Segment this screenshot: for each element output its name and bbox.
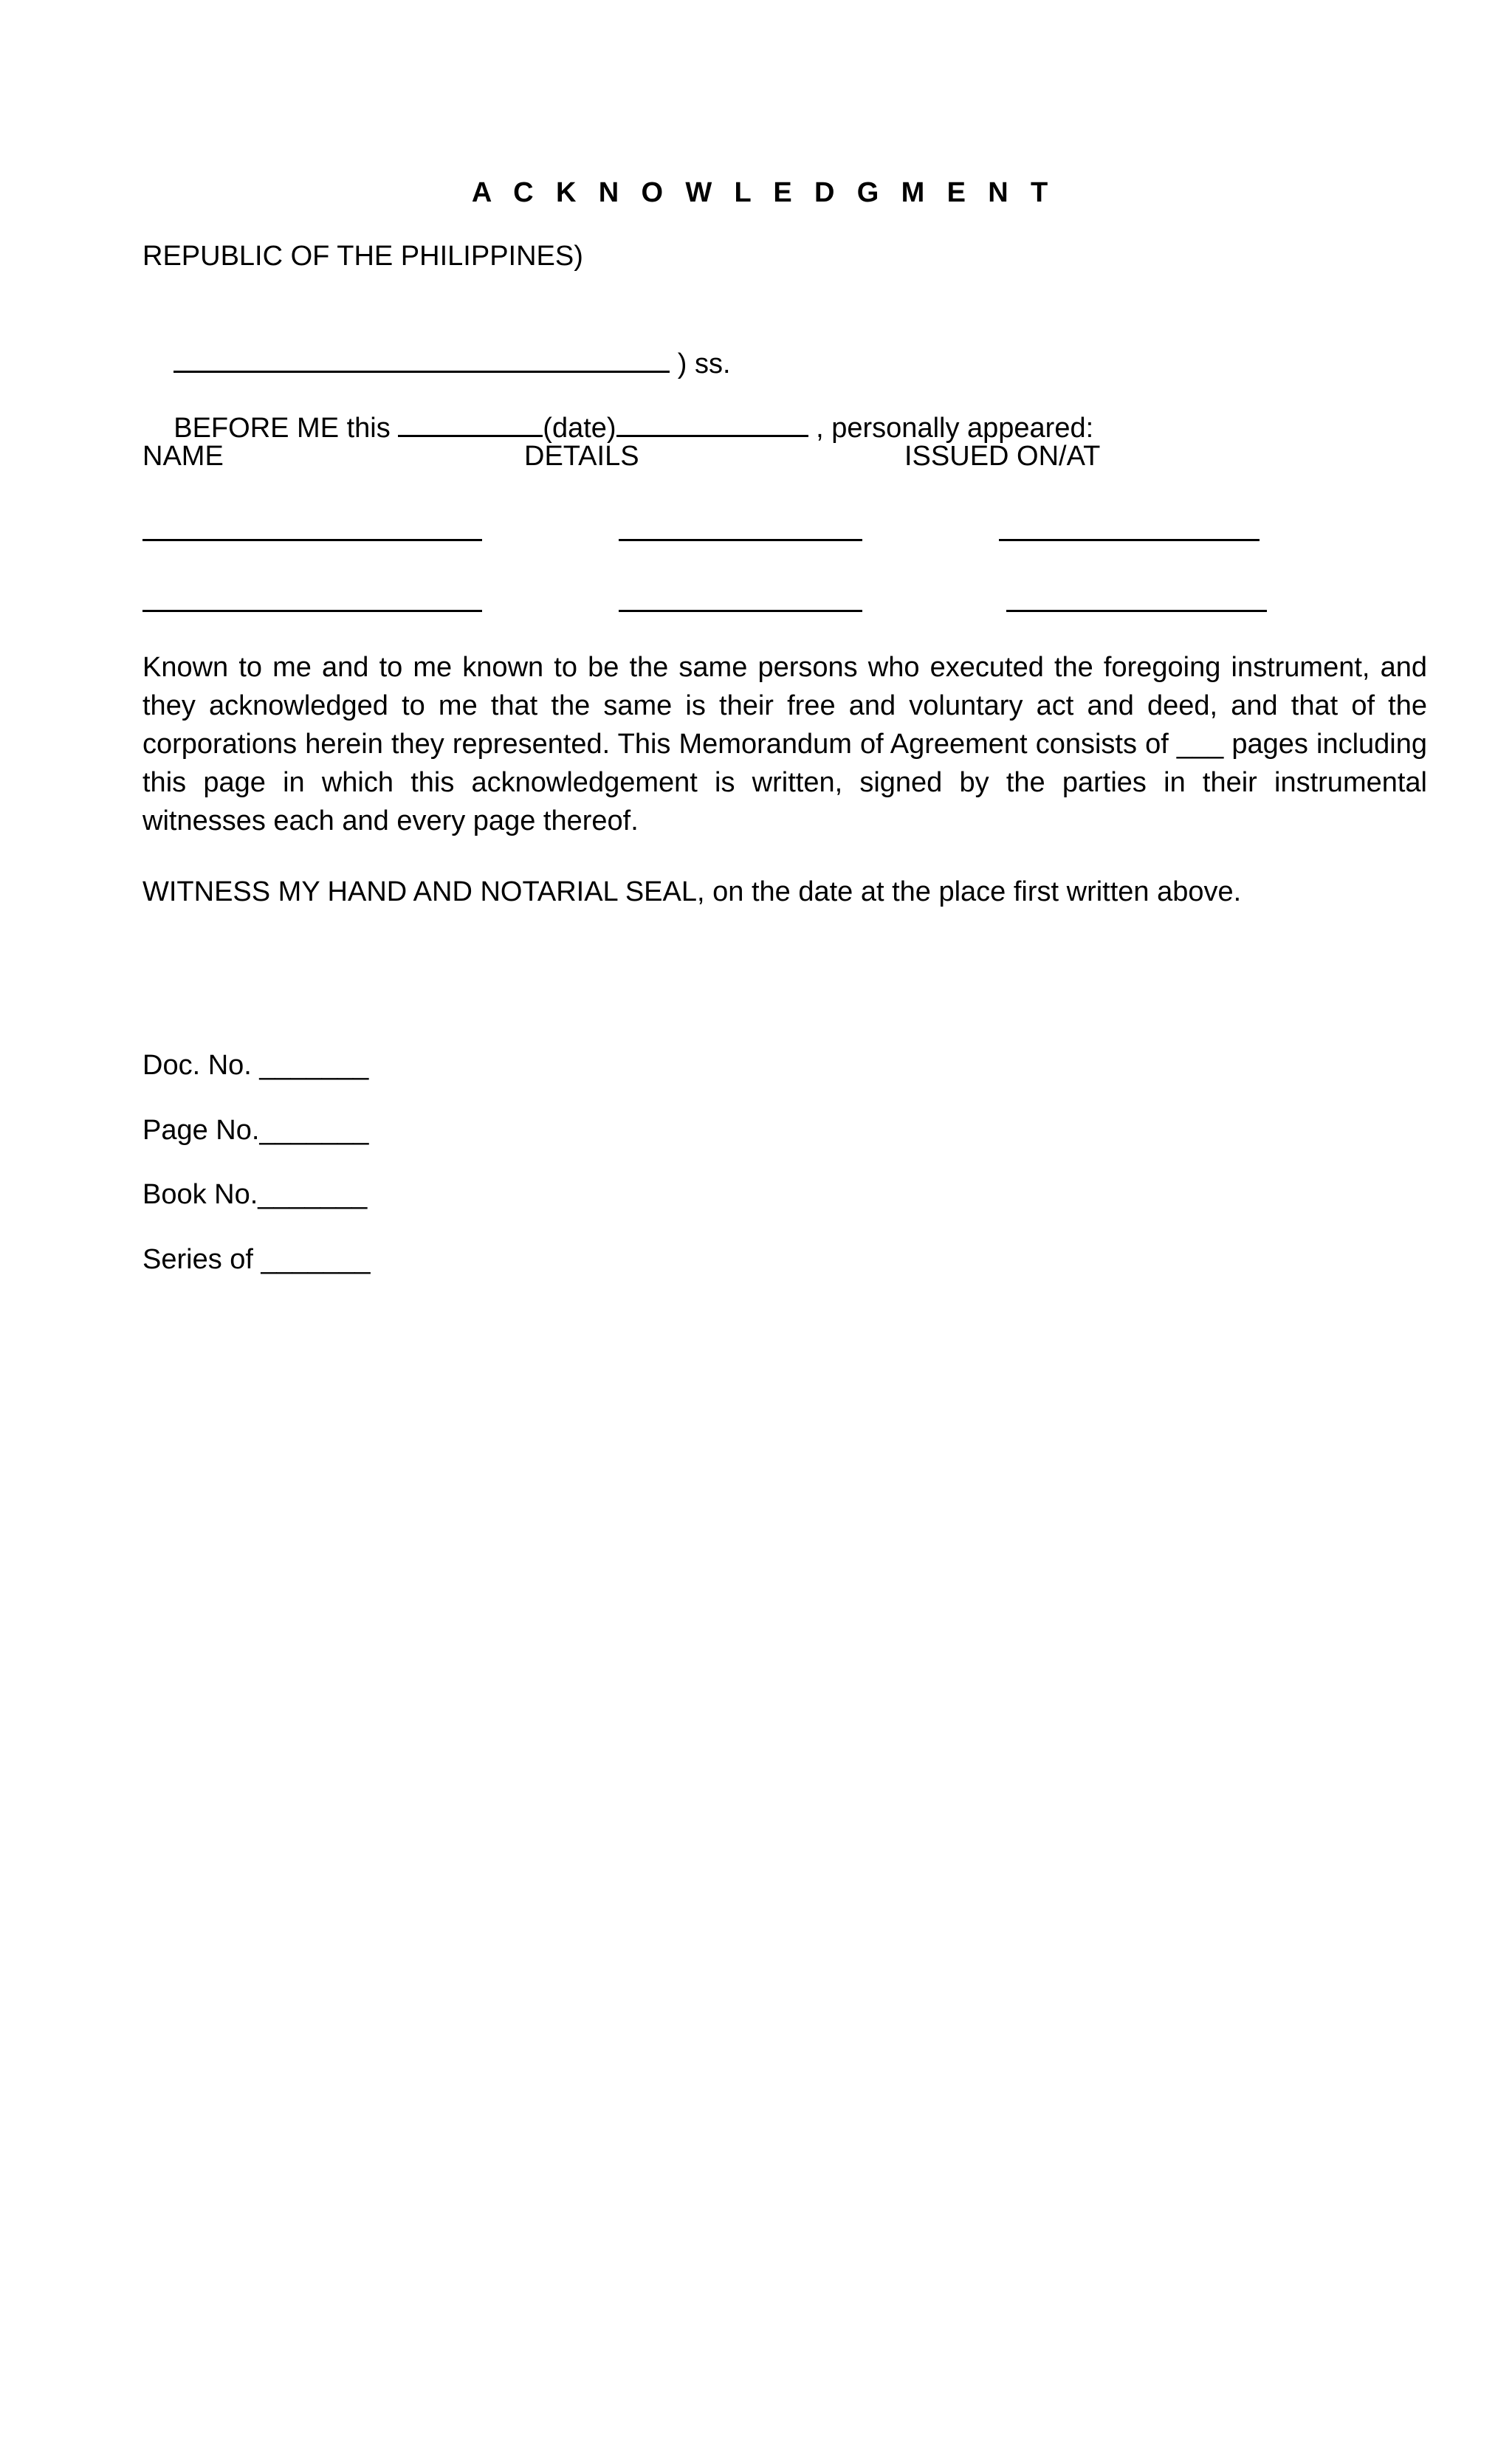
page-number-line: Page No._______	[142, 1115, 369, 1146]
issued-blank-row-2[interactable]	[1006, 610, 1267, 612]
date-blank-right[interactable]	[616, 410, 808, 437]
venue-blank[interactable]	[173, 346, 670, 373]
details-blank-row-1[interactable]	[619, 539, 862, 541]
venue-ss: ) ss.	[670, 348, 731, 379]
issued-blank-row-1[interactable]	[999, 539, 1260, 541]
details-blank-row-2[interactable]	[619, 610, 862, 612]
column-header-name: NAME	[142, 441, 224, 472]
series-line: Series of _______	[142, 1244, 371, 1275]
republic-line: REPUBLIC OF THE PHILIPPINES)	[142, 241, 583, 272]
date-label: (date)	[543, 413, 616, 444]
doc-number-line: Doc. No. _______	[142, 1050, 369, 1081]
before-me-prefix: BEFORE ME this	[173, 413, 399, 444]
book-number-line: Book No._______	[142, 1179, 368, 1210]
document-title: A C K N O W L E D G M E N T	[471, 177, 1056, 208]
column-header-details: DETAILS	[524, 441, 639, 472]
name-blank-row-1[interactable]	[142, 539, 482, 541]
date-blank-left[interactable]	[398, 410, 543, 437]
acknowledgment-paragraph: Known to me and to me known to be the same persons who executed the foregoing instrument, and they acknowledged to me that the same is their free and voluntary act and deed, and that of the corporations herein they represented. This Memorandum of Agreement consists of ___ pages including this page in which this acknowledgement is written, signed by the parties in their instrumental witnesses each and every page thereof.	[142, 652, 1427, 836]
witness-line: WITNESS MY HAND AND NOTARIAL SEAL, on the date at the place first written above.	[142, 876, 1242, 907]
column-header-issued: ISSUED ON/AT	[904, 441, 1101, 472]
before-me-suffix: , personally appeared:	[808, 413, 1094, 444]
name-blank-row-2[interactable]	[142, 610, 482, 612]
